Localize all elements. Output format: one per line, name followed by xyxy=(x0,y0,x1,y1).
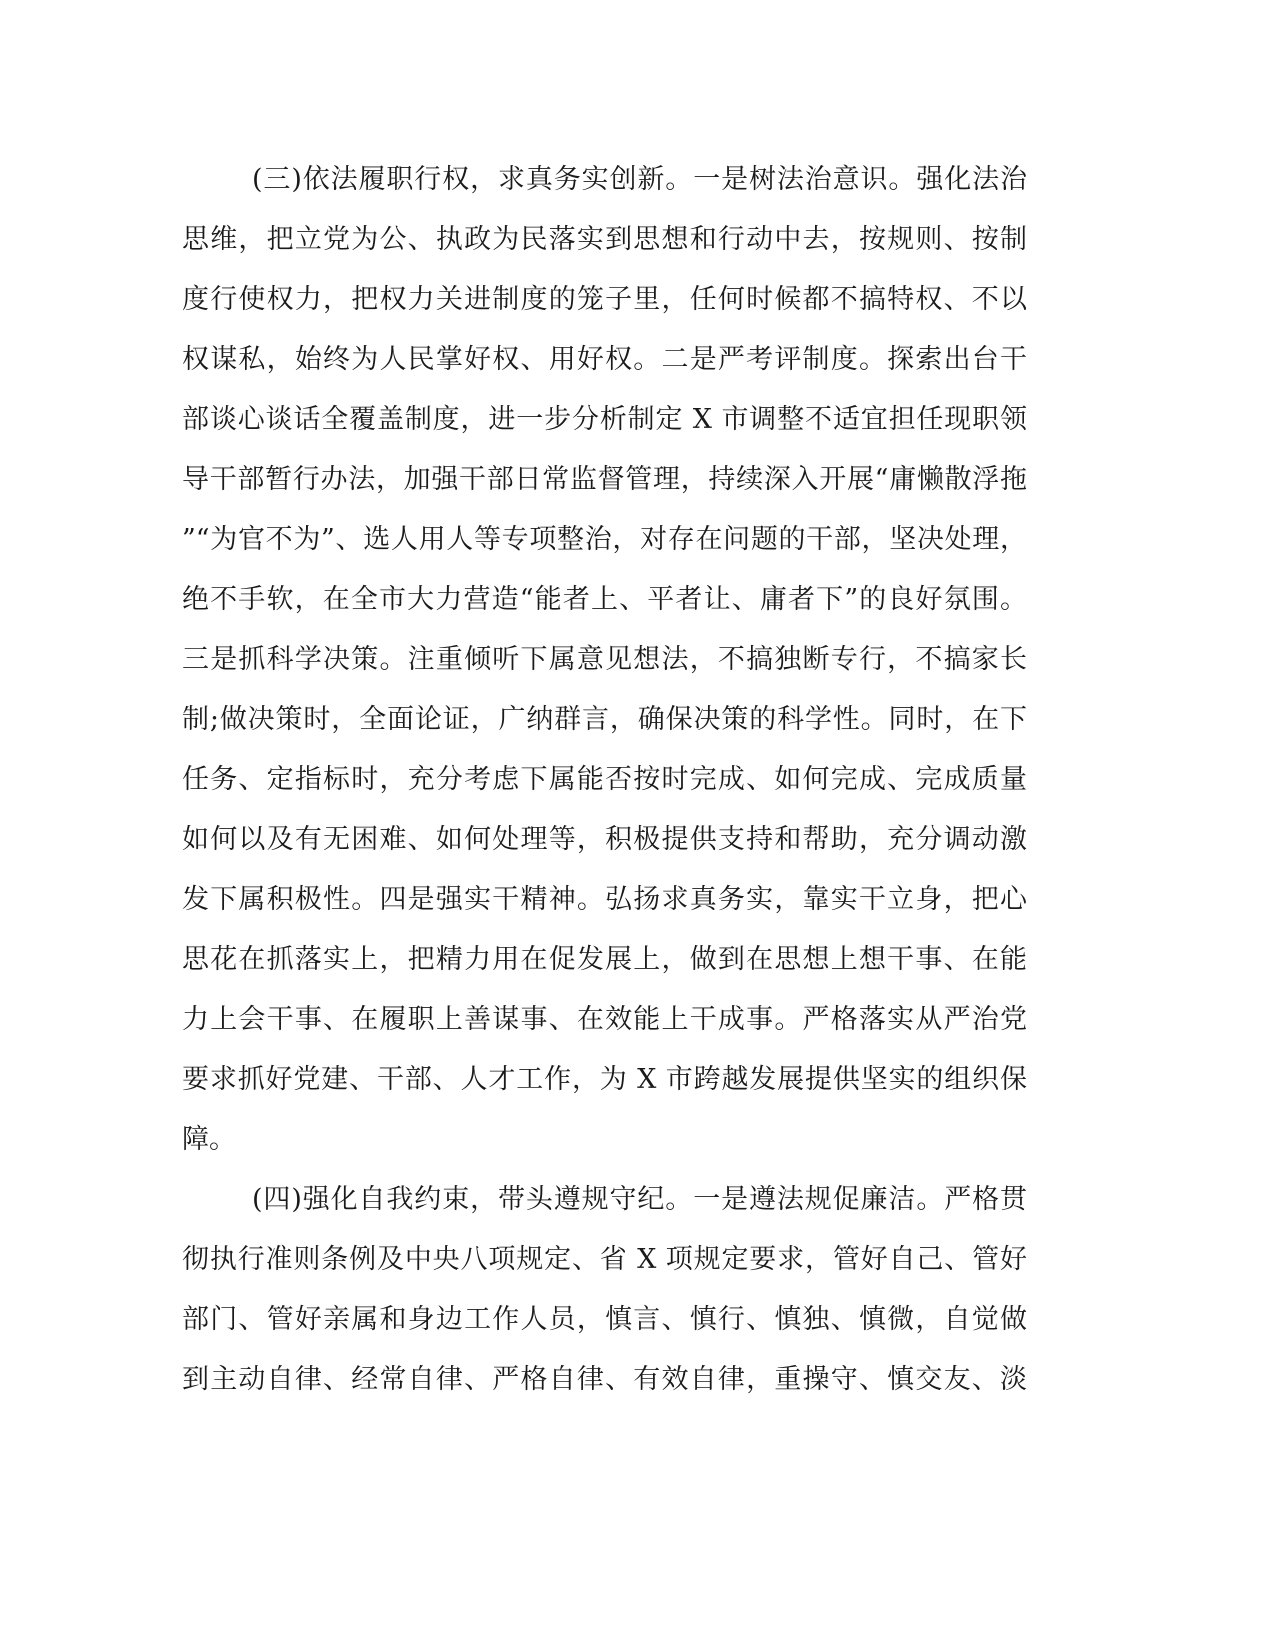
text-line: ”“为官不为”、选人用人等专项整治，对存在问题的干部，坚决处理， xyxy=(182,524,1027,555)
text-line: 思维，把立党为公、执政为民落实到思想和行动中去，按规则、按制 xyxy=(182,224,1027,255)
paragraph-4 xyxy=(182,1170,1027,1410)
text-line: 彻执行准则条例及中央八项规定、省 X 项规定要求，管好自己、管好 xyxy=(182,1244,1027,1275)
text-line: 障。 xyxy=(182,1124,236,1155)
paragraph-3 xyxy=(182,150,1027,1170)
text-line: 部谈心谈话全覆盖制度，进一步分析制定 X 市调整不适宜担任现职领 xyxy=(182,404,1027,435)
text-line: 三是抓科学决策。注重倾听下属意见想法，不搞独断专行，不搞家长 xyxy=(182,644,1027,675)
text-line: 导干部暂行办法，加强干部日常监督管理，持续深入开展“庸懒散浮拖 xyxy=(182,464,1027,495)
text-line: 力上会干事、在履职上善谋事、在效能上干成事。严格落实从严治党 xyxy=(182,1004,1027,1035)
text-line: 权谋私，始终为人民掌好权、用好权。二是严考评制度。探索出台干 xyxy=(182,344,1027,375)
text-line: 绝不手软，在全市大力营造“能者上、平者让、庸者下”的良好氛围。 xyxy=(182,584,1027,615)
text-line: 部门、管好亲属和身边工作人员，慎言、慎行、慎独、慎微，自觉做 xyxy=(182,1304,1027,1335)
text-line: (四)强化自我约束，带头遵规守纪。一是遵法规促廉洁。严格贯 xyxy=(252,1184,1027,1215)
text-line: 如何以及有无困难、如何处理等，积极提供支持和帮助，充分调动激 xyxy=(182,824,1027,855)
text-line: 度行使权力，把权力关进制度的笼子里，任何时候都不搞特权、不以 xyxy=(182,284,1027,315)
text-line: 到主动自律、经常自律、严格自律、有效自律，重操守、慎交友、淡 xyxy=(182,1364,1027,1395)
document-body xyxy=(182,150,1027,1410)
text-line: 制;做决策时，全面论证，广纳群言，确保决策的科学性。同时，在下 xyxy=(182,704,1027,735)
text-line: 要求抓好党建、干部、人才工作，为 X 市跨越发展提供坚实的组织保 xyxy=(182,1064,1027,1095)
text-line: (三)依法履职行权，求真务实创新。一是树法治意识。强化法治 xyxy=(252,164,1027,195)
text-line: 任务、定指标时，充分考虑下属能否按时完成、如何完成、完成质量 xyxy=(182,764,1027,795)
text-line: 思花在抓落实上，把精力用在促发展上，做到在思想上想干事、在能 xyxy=(182,944,1027,975)
text-line: 发下属积极性。四是强实干精神。弘扬求真务实，靠实干立身，把心 xyxy=(182,884,1027,915)
